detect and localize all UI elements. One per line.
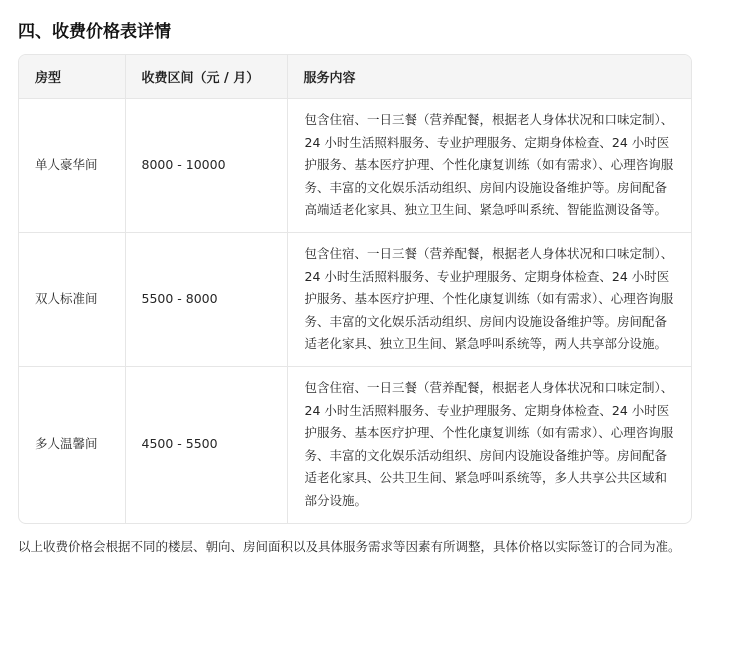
- table-header-row: [19, 55, 691, 99]
- cell-room-type: 多人温馨间: [35, 436, 98, 452]
- price-table: [19, 55, 691, 523]
- cell-services: 包含住宿、一日三餐（营养配餐，根据老人身体状况和口味定制）、24 小时生活照料服务、专业护理服务、定期身体检查、24 小时医护服务、基本医疗护理、个性化康复训练（如有需求）、心理咨询服务、丰富的文化娱乐活动组织、房间内设施设备维护等。房间配备适老化家具、独立卫生间、紧急呼叫系统等，两人共享部分设施。: [287, 232, 691, 366]
- header-services: 服务内容: [287, 55, 691, 99]
- cell-room-type: 双人标准间: [19, 232, 125, 366]
- section-title: 四、收费价格表详情: [18, 22, 171, 42]
- table-row: [19, 99, 691, 233]
- header-price-range: 收费区间（元 / 月）: [125, 55, 287, 99]
- table-row: [19, 366, 691, 522]
- table-row: [19, 232, 691, 366]
- cell-price-range: 8000 - 10000: [125, 99, 287, 233]
- cell-services: 包含住宿、一日三餐（营养配餐，根据老人身体状况和口味定制）、24 小时生活照料服务、专业护理服务、定期身体检查、24 小时医护服务、基本医疗护理、个性化康复训练（如有需求）、心理咨询服务、丰富的文化娱乐活动组织、房间内设施设备维护等。房间配备适老化家具、公共卫生间、紧急呼叫系统等，多人共享公共区域和部分设施。: [287, 366, 691, 522]
- header-room-type: 房型: [19, 55, 125, 99]
- cell-services: 包含住宿、一日三餐（营养配餐，根据老人身体状况和口味定制）、24 小时生活照料服务、专业护理服务、定期身体检查、24 小时医护服务、基本医疗护理、个性化康复训练（如有需求）、心理咨询服务、丰富的文化娱乐活动组织、房间内设施设备维护等。房间配备高端适老化家具、独立卫生间、紧急呼叫系统、智能监测设备等。: [287, 99, 691, 233]
- cell-price-range: 4500 - 5500: [125, 366, 287, 522]
- content-section: [18, 18, 730, 569]
- price-note: 以上收费价格会根据不同的楼层、朝向、房间面积以及具体服务需求等因素有所调整，具体价格以实际签订的合同为准。: [18, 538, 681, 554]
- cell-room-type: 单人豪华间: [19, 99, 125, 233]
- price-table-container: [18, 54, 692, 524]
- cell-price-range: 5500 - 8000: [125, 232, 287, 366]
